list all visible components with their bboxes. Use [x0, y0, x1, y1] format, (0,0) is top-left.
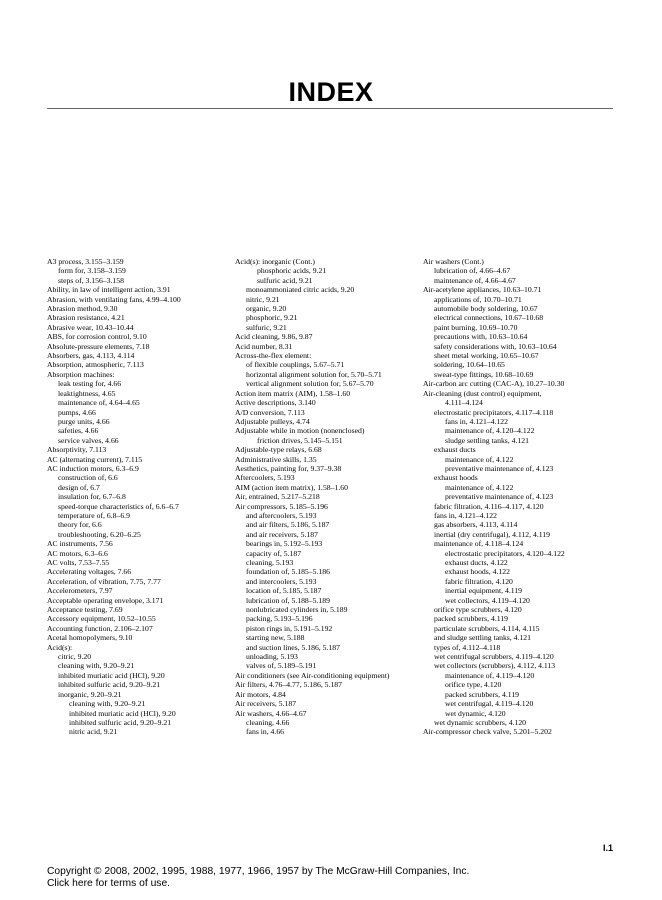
index-entry: Acceptance testing, 7.69	[47, 605, 123, 615]
index-entry: packed scrubbers, 4.119	[434, 614, 509, 624]
index-entry: Accounting function, 2.106–2.107	[47, 623, 153, 633]
index-entry: maintenance of, 4.122	[445, 482, 514, 492]
title-rule	[47, 108, 613, 109]
index-entry: foundation of, 5.185–5.186	[246, 567, 330, 577]
index-column-3	[423, 257, 613, 737]
index-entry: Air conditioners (see Air-conditioning equipment)	[235, 670, 390, 680]
index-entry: A/D conversion, 7.113	[235, 407, 305, 417]
index-entry: gas absorbers, 4.113, 4.114	[434, 520, 518, 530]
index-entry: Air washers, 4.66–4.67	[235, 708, 307, 718]
index-entry: electrostatic precipitators, 4.117–4.118	[434, 407, 554, 417]
index-entry: and air filters, 5.186, 5.187	[246, 520, 330, 530]
index-entry: orifice type scrubbers, 4.120	[434, 605, 522, 615]
index-entry: electrostatic precipitators, 4.120–4.122	[445, 548, 565, 558]
index-entry: maintenance of, 4.120–4.122	[445, 426, 535, 436]
index-entry: Adjustable-type relays, 6.68	[235, 445, 322, 455]
index-entry: Adjustable while in motion (nonenclosed)	[235, 426, 365, 436]
index-entry: inhibited muriatic acid (HCl), 9.20	[69, 708, 176, 718]
index-entry: electrical connections, 10.67–10.68	[434, 313, 544, 323]
index-entry: Acetal homopolymers, 9.10	[47, 633, 133, 643]
index-entry: Administrative skills, 1.35	[235, 454, 317, 464]
index-entry: Acceptable operating envelope, 3.171	[47, 595, 164, 605]
index-entry: wet dynamic scrubbers, 4.120	[434, 717, 527, 727]
index-entry: lubrication of, 5.188–5.189	[246, 595, 330, 605]
index-entry: fans in, 4.121–4.122	[445, 416, 508, 426]
index-entry: leaktightness, 4.65	[58, 388, 116, 398]
index-entry: Air washers (Cont.)	[423, 257, 484, 266]
index-entry: Acid(s):	[47, 642, 73, 652]
index-entry: Absorption machines:	[47, 369, 115, 379]
index-entry: and air receivers, 5.187	[246, 529, 318, 539]
index-entry: Accessory equipment, 10.52–10.55	[47, 614, 156, 624]
index-entry: Air-carbon arc cutting (CAC-A), 10.27–10.30	[423, 379, 565, 389]
index-entry: cleaning, 5.193	[246, 558, 294, 567]
index-entry: sheet metal working, 10.65–10.67	[434, 351, 539, 361]
index-entry: exhaust ducts	[434, 445, 476, 455]
index-entry: Active descriptions, 3.140	[235, 398, 316, 408]
index-entry: location of, 5.185, 5.187	[246, 586, 322, 596]
index-entry: phosphoric acids, 9.21	[257, 266, 327, 276]
index-entry: wet dynamic, 4.120	[445, 708, 506, 718]
index-entry: Air-compressor check valve, 5.201–5.202	[423, 727, 552, 737]
index-entry: maintenance of, 4.118–4.124	[434, 539, 524, 549]
index-entry: ABS, for corrosion control, 9.10	[47, 332, 147, 342]
index-entry: construction of, 6.6	[58, 473, 118, 483]
index-entry: maintenance of, 4.64–4.65	[58, 398, 140, 408]
index-entry: particulate scrubbers, 4.114, 4.115	[434, 623, 540, 633]
index-entry: fans in, 4.66	[246, 727, 285, 737]
index-entry: cleaning with, 9.20–9.21	[58, 661, 135, 671]
index-entry: AC induction motors, 6.3–6.9	[47, 463, 139, 473]
index-entry: Abrasive wear, 10.43–10.44	[47, 322, 134, 332]
index-entry: fabric filtration, 4.120	[445, 576, 513, 586]
index-entry: theory for, 6.6	[58, 520, 102, 530]
index-entry: exhaust ducts, 4.122	[445, 558, 508, 567]
page-number: I.1	[602, 843, 613, 853]
terms-of-use-link[interactable]: Click here for terms of use.	[47, 878, 171, 889]
index-entry: organic, 9.20	[246, 304, 287, 314]
index-entry: and aftercoolers, 5.193	[246, 510, 317, 520]
index-entry: horizontal alignment solution for, 5.70–5.71	[246, 369, 382, 379]
index-entry: precautions with, 10.63–10.64	[434, 332, 528, 342]
index-entry: 4.111–4.124	[445, 398, 483, 408]
index-entry: maintenance of, 4.66–4.67	[434, 275, 516, 285]
copyright-notice: Copyright © 2008, 2002, 1995, 1988, 1977, 1966, 1957 by The McGraw-Hill Companies, Inc.	[47, 866, 470, 877]
index-entry: Abrasion, with ventilating fans, 4.99–4.100	[47, 294, 181, 304]
index-column-1	[47, 257, 237, 737]
index-entry: Adjustable pulleys, 4.74	[235, 416, 310, 426]
index-entry: automobile body soldering, 10.67	[434, 304, 538, 314]
index-entry: capacity of, 5.187	[246, 548, 302, 558]
index-entry: safeties, 4.66	[58, 426, 99, 436]
index-entry: lubrication of, 4.66–4.67	[434, 266, 511, 276]
index-entry: service valves, 4.66	[58, 435, 119, 445]
index-entry: maintenance of, 4.119–4.120	[445, 670, 535, 680]
index-entry: Air filters, 4.76–4.77, 5.186, 5.187	[235, 680, 342, 690]
index-entry: steps of, 3.156–3.158	[58, 275, 124, 285]
index-column-2	[235, 257, 430, 737]
index-entry: Absorbers, gas, 4.113, 4.114	[47, 351, 135, 361]
index-entry: Accelerating voltages, 7.66	[47, 567, 132, 577]
index-entry: inertial (dry centrifugal), 4.112, 4.119	[434, 529, 550, 539]
index-entry: applications of, 10.70–10.71	[434, 294, 522, 304]
index-entry: inhibited sulfuric acid, 9.20–9.21	[58, 680, 161, 690]
index-entry: wet collectors (scrubbers), 4.112, 4.113	[434, 661, 556, 671]
index-entry: Air-cleaning (dust control) equipment,	[423, 388, 542, 398]
index-entry: Ability, in law of intelligent action, 3.91	[47, 285, 171, 295]
index-entry: sludge settling tanks, 4.121	[445, 435, 529, 445]
index-entry: of flexible couplings, 5.67–5.71	[246, 360, 345, 370]
index-entry: sulfuric, 9.21	[246, 322, 287, 332]
index-entry: wet centrifugal, 4.119–4.120	[445, 699, 534, 709]
index-entry: AC instruments, 7.56	[47, 539, 113, 549]
index-entry: friction drives, 5.145–5.151	[257, 435, 343, 445]
footer	[47, 866, 469, 890]
index-entry: Acid cleaning, 9.86, 9.87	[235, 332, 313, 342]
index-entry: Air compressors, 5.185–5.196	[235, 501, 328, 511]
index-entry: temperature of, 6.8–6.9	[58, 510, 130, 520]
index-entry: AIM (action item matrix), 1.58–1.60	[235, 482, 348, 492]
index-entry: paint burning, 10.69–10.70	[434, 322, 518, 332]
index-entry: unloading, 5.193	[246, 652, 298, 662]
index-entry: A3 process, 3.155–3.159	[47, 257, 124, 266]
index-entry: purge units, 4.66	[58, 416, 110, 426]
index-entry: nitric acid, 9.21	[69, 727, 118, 737]
index-entry: troubleshooting, 6.20–6.25	[58, 529, 141, 539]
index-entry: and intercoolers, 5.193	[246, 576, 317, 586]
index-entry: packing, 5.193–5.196	[246, 614, 313, 624]
index-entry: piston rings in, 5.191–5.192	[246, 623, 333, 633]
index-entry: Abrasion resistance, 4.21	[47, 313, 125, 323]
index-entry: orifice type, 4.120	[445, 680, 502, 690]
index-entry: safety considerations with, 10.63–10.64	[434, 341, 557, 351]
index-entry: Air motors, 4.84	[235, 689, 286, 699]
index-entry: inhibited muriatic acid (HCl), 9.20	[58, 670, 165, 680]
index-entry: starting new, 5.188	[246, 633, 305, 643]
index-entry: maintenance of, 4.122	[445, 454, 514, 464]
index-entry: Action item matrix (AIM), 1.58–1.60	[235, 388, 351, 398]
index-entry: and suction lines, 5.186, 5.187	[246, 642, 340, 652]
page-title: INDEX	[288, 77, 374, 107]
index-entry: wet collectors, 4.119–4.120	[445, 595, 530, 605]
index-entry: Acid number, 8.31	[235, 341, 293, 351]
index-entry: Aesthetics, painting for, 9.37–9.38	[235, 463, 342, 473]
index-entry: Air, entrained, 5.217–5.218	[235, 492, 320, 502]
index-entry: soldering, 10.64–10.65	[434, 360, 505, 370]
index-entry: fans in, 4.121–4.122	[434, 510, 497, 520]
index-entry: preventative maintenance of, 4.123	[445, 463, 554, 473]
index-entry: insulation for, 6.7–6.8	[58, 492, 126, 502]
index-entry: leak testing for, 4.66	[58, 379, 122, 389]
index-entry: Absorptivity, 7.113	[47, 445, 107, 455]
index-entry: pumps, 4.66	[58, 407, 96, 417]
index-entry: exhaust hoods	[434, 473, 478, 483]
index-entry: Abrasion method, 9.30	[47, 304, 118, 314]
index-entry: Air-acetylene appliances, 10.63–10.71	[423, 285, 542, 295]
index-entry: AC volts, 7.53–7.55	[47, 558, 110, 567]
index-entry: Aftercoolers, 5.193	[235, 473, 295, 483]
index-entry: Absolute-pressure elements, 7.18	[47, 341, 150, 351]
index-entry: form for, 3.158–3.159	[58, 266, 126, 276]
index-entry: Acceleration, of vibration, 7.75, 7.77	[47, 576, 161, 586]
index-entry: bearings in, 5.192–5.193	[246, 539, 323, 549]
index-entry: packed scrubbers, 4.119	[445, 689, 520, 699]
index-entry: inorganic, 9.20–9.21	[58, 689, 122, 699]
index-entry: design of, 6.7	[58, 482, 100, 492]
index-entry: exhaust hoods, 4.122	[445, 567, 510, 577]
index-entry: Across-the-flex element:	[235, 351, 312, 361]
index-entry: nonlubricated cylinders in, 5.189	[246, 605, 348, 615]
index-entry: cleaning with, 9.20–9.21	[69, 699, 146, 709]
index-entry: inertial equipment, 4.119	[445, 586, 522, 596]
index-entry: vertical alignment solution for, 5.67–5.70	[246, 379, 374, 389]
index-entry: Acid(s): inorganic (Cont.)	[235, 257, 315, 266]
index-entry: Absorption, atmospheric, 7.113	[47, 360, 144, 370]
index-entry: nitric, 9.21	[246, 294, 280, 304]
index-entry: speed-torque characteristics of, 6.6–6.7	[58, 501, 179, 511]
index-entry: inhibited sulfuric acid, 9.20–9.21	[69, 717, 172, 727]
index-entry: fabric filtration, 4.116–4.117, 4.120	[434, 501, 544, 511]
index-entry: AC (alternating current), 7.115	[47, 454, 143, 464]
index-entry: and sludge settling tanks, 4.121	[434, 633, 531, 643]
index-entry: AC motors, 6.3–6.6	[47, 548, 108, 558]
index-entry: types of, 4.112–4.118	[434, 642, 501, 652]
index-entry: Air receivers, 5.187	[235, 699, 297, 709]
index-entry: preventative maintenance of, 4.123	[445, 492, 554, 502]
index-entry: sulfuric acid, 9.21	[257, 275, 313, 285]
index-entry: valves of, 5.189–5.191	[246, 661, 317, 671]
index-entry: phosphoric, 9.21	[246, 313, 298, 323]
index-entry: wet centrifugal scrubbers, 4.119–4.120	[434, 652, 554, 662]
index-entry: sweat-type fittings, 10.68–10.69	[434, 369, 534, 379]
index-entry: citric, 9.20	[58, 652, 92, 662]
index-entry: Accelerometers, 7.97	[47, 586, 113, 596]
index-entry: cleaning, 4.66	[246, 717, 290, 727]
index-entry: monoammoniated citric acids, 9.20	[246, 285, 355, 295]
